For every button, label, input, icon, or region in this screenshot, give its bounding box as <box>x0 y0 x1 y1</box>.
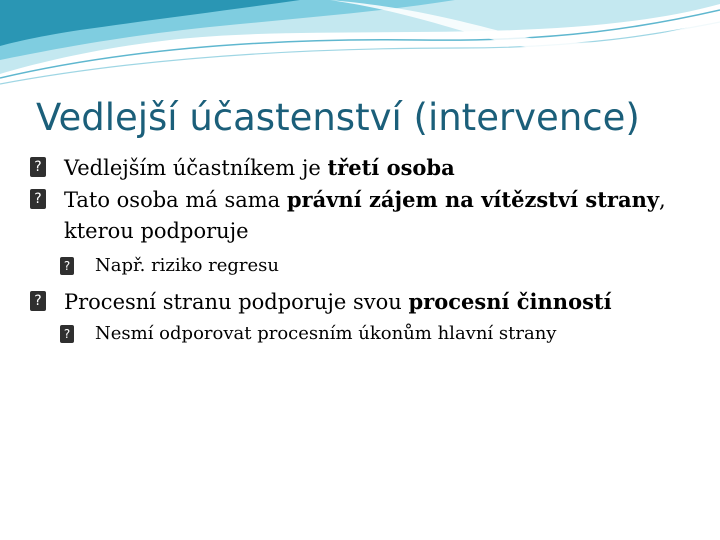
sub-bullet-item-recourse <box>30 252 680 280</box>
slide-title: Vedlejší účastenství (intervence) <box>36 96 640 139</box>
bullet-item-third-party <box>30 152 680 184</box>
bullet-icon: ? <box>30 157 46 177</box>
sub-bullet-item-no-contradiction <box>30 320 680 348</box>
bullet-icon: ? <box>30 291 46 311</box>
bullet-text: Vedlejším účastníkem je <box>64 156 328 180</box>
header-wave-decoration <box>0 0 720 100</box>
sub-bullet-icon: ? <box>60 257 74 275</box>
bullet-text: , kterou podporuje <box>64 188 666 243</box>
sub-bullet-text: Např. riziko regresu <box>95 255 280 276</box>
bullet-text-bold: právní zájem na vítězství strany <box>286 187 660 212</box>
bullet-item-procedural-support <box>30 286 680 318</box>
bullet-text-bold: procesní činností <box>408 289 612 314</box>
bullet-list <box>30 152 680 354</box>
bullet-text: Tato osoba má sama <box>64 188 287 212</box>
sub-bullet-text: Nesmí odporovat procesním úkonům hlavní strany <box>95 323 557 344</box>
sub-bullet-icon: ? <box>60 325 74 343</box>
bullet-text: Procesní stranu podporuje svou <box>64 290 409 314</box>
bullet-icon: ? <box>30 189 46 209</box>
bullet-text-bold: třetí osoba <box>327 155 455 180</box>
bullet-item-legal-interest <box>30 184 680 247</box>
